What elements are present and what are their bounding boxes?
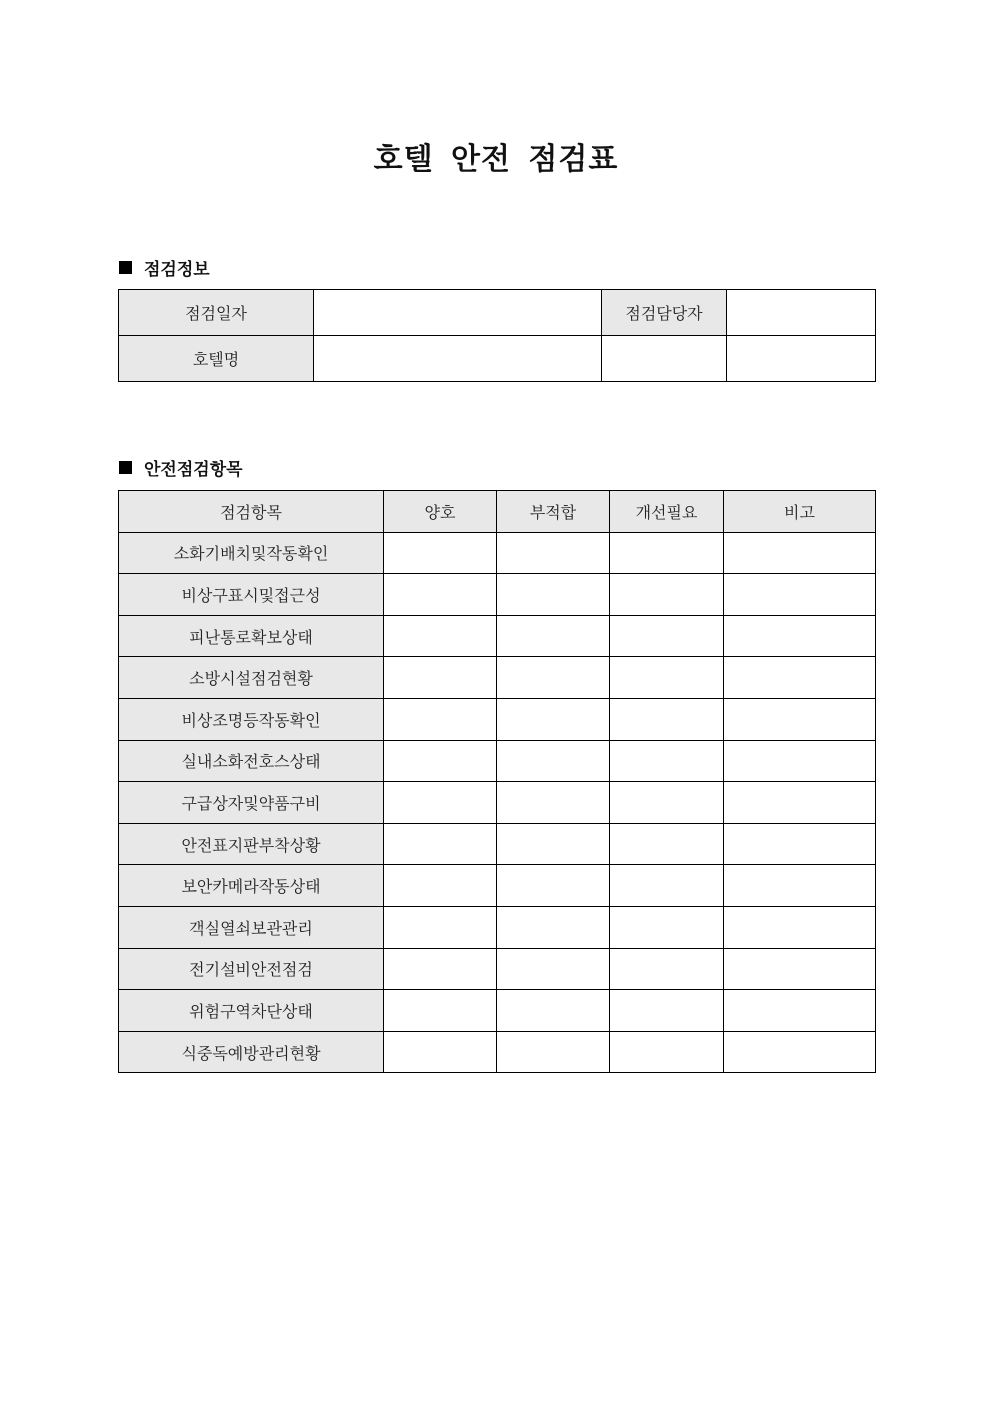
section-heading-label: 안전점검항목: [144, 460, 243, 480]
nonconforming-checkbox-cell[interactable]: [497, 740, 610, 782]
empty-cell[interactable]: [727, 336, 876, 382]
remarks-cell[interactable]: [724, 698, 876, 740]
table-header-row: [119, 491, 876, 533]
improvement-checkbox-cell[interactable]: [610, 948, 724, 990]
item-label-cell: 전기설비안전점검: [119, 948, 384, 990]
improvement-checkbox-cell[interactable]: [610, 740, 724, 782]
good-checkbox-cell[interactable]: [384, 740, 497, 782]
improvement-checkbox-cell[interactable]: [610, 698, 724, 740]
item-label-cell: 위험구역차단상태: [119, 990, 384, 1032]
good-checkbox-cell[interactable]: [384, 657, 497, 699]
improvement-checkbox-cell[interactable]: [610, 865, 724, 907]
good-checkbox-cell[interactable]: [384, 990, 497, 1032]
improvement-checkbox-cell[interactable]: [610, 782, 724, 824]
good-checkbox-cell[interactable]: [384, 532, 497, 574]
section-heading-items: [119, 455, 243, 480]
remarks-cell[interactable]: [724, 865, 876, 907]
nonconforming-checkbox-cell[interactable]: [497, 615, 610, 657]
remarks-cell[interactable]: [724, 740, 876, 782]
item-label-cell: 보안카메라작동상태: [119, 865, 384, 907]
remarks-cell[interactable]: [724, 823, 876, 865]
nonconforming-checkbox-cell[interactable]: [497, 657, 610, 699]
good-checkbox-cell[interactable]: [384, 574, 497, 616]
square-bullet-icon: [119, 461, 132, 474]
good-checkbox-cell[interactable]: [384, 823, 497, 865]
remarks-cell[interactable]: [724, 906, 876, 948]
table-row: [119, 532, 876, 574]
item-label-cell: 소방시설점검현황: [119, 657, 384, 699]
item-label-cell: 안전표지판부착상황: [119, 823, 384, 865]
column-header: 비고: [724, 491, 876, 533]
empty-cell[interactable]: [602, 336, 727, 382]
nonconforming-checkbox-cell[interactable]: [497, 823, 610, 865]
table-row: [119, 290, 876, 336]
good-checkbox-cell[interactable]: [384, 698, 497, 740]
table-row: [119, 990, 876, 1032]
table-row: [119, 698, 876, 740]
inspector-field[interactable]: [727, 290, 876, 336]
nonconforming-checkbox-cell[interactable]: [497, 532, 610, 574]
item-label-cell: 식중독예방관리현황: [119, 1031, 384, 1073]
improvement-checkbox-cell[interactable]: [610, 1031, 724, 1073]
remarks-cell[interactable]: [724, 574, 876, 616]
table-row: [119, 657, 876, 699]
section-heading-info: [119, 255, 210, 280]
table-row: [119, 948, 876, 990]
nonconforming-checkbox-cell[interactable]: [497, 698, 610, 740]
improvement-checkbox-cell[interactable]: [610, 823, 724, 865]
inspection-info-table: [118, 289, 876, 382]
item-label-cell: 비상조명등작동확인: [119, 698, 384, 740]
column-header: 점검항목: [119, 491, 384, 533]
remarks-cell[interactable]: [724, 782, 876, 824]
table-row: [119, 782, 876, 824]
item-label-cell: 피난통로확보상태: [119, 615, 384, 657]
safety-checklist-table: [118, 490, 876, 1073]
nonconforming-checkbox-cell[interactable]: [497, 782, 610, 824]
table-row: [119, 740, 876, 782]
table-row: [119, 1031, 876, 1073]
column-header: 부적합: [497, 491, 610, 533]
remarks-cell[interactable]: [724, 532, 876, 574]
column-header: 개선필요: [610, 491, 724, 533]
table-row: [119, 615, 876, 657]
item-label-cell: 소화기배치및작동확인: [119, 532, 384, 574]
nonconforming-checkbox-cell[interactable]: [497, 574, 610, 616]
section-heading-label: 점검정보: [144, 260, 210, 280]
good-checkbox-cell[interactable]: [384, 1031, 497, 1073]
improvement-checkbox-cell[interactable]: [610, 574, 724, 616]
nonconforming-checkbox-cell[interactable]: [497, 906, 610, 948]
improvement-checkbox-cell[interactable]: [610, 990, 724, 1032]
remarks-cell[interactable]: [724, 948, 876, 990]
improvement-checkbox-cell[interactable]: [610, 532, 724, 574]
nonconforming-checkbox-cell[interactable]: [497, 948, 610, 990]
label-cell: 호텔명: [119, 336, 314, 382]
good-checkbox-cell[interactable]: [384, 782, 497, 824]
item-label-cell: 구급상자및약품구비: [119, 782, 384, 824]
improvement-checkbox-cell[interactable]: [610, 657, 724, 699]
table-row: [119, 336, 876, 382]
page-title: 호텔 안전 점검표: [373, 142, 619, 177]
item-label-cell: 객실열쇠보관관리: [119, 906, 384, 948]
good-checkbox-cell[interactable]: [384, 615, 497, 657]
remarks-cell[interactable]: [724, 657, 876, 699]
table-row: [119, 574, 876, 616]
table-row: [119, 823, 876, 865]
good-checkbox-cell[interactable]: [384, 865, 497, 907]
nonconforming-checkbox-cell[interactable]: [497, 990, 610, 1032]
table-row: [119, 865, 876, 907]
hotel-name-field[interactable]: [314, 336, 602, 382]
label-cell: 점검일자: [119, 290, 314, 336]
improvement-checkbox-cell[interactable]: [610, 615, 724, 657]
nonconforming-checkbox-cell[interactable]: [497, 1031, 610, 1073]
square-bullet-icon: [119, 261, 132, 274]
nonconforming-checkbox-cell[interactable]: [497, 865, 610, 907]
column-header: 양호: [384, 491, 497, 533]
table-row: [119, 906, 876, 948]
label-cell: 점검담당자: [602, 290, 727, 336]
good-checkbox-cell[interactable]: [384, 948, 497, 990]
remarks-cell[interactable]: [724, 615, 876, 657]
inspection-date-field[interactable]: [314, 290, 602, 336]
remarks-cell[interactable]: [724, 990, 876, 1032]
remarks-cell[interactable]: [724, 1031, 876, 1073]
item-label-cell: 실내소화전호스상태: [119, 740, 384, 782]
good-checkbox-cell[interactable]: [384, 906, 497, 948]
improvement-checkbox-cell[interactable]: [610, 906, 724, 948]
item-label-cell: 비상구표시및접근성: [119, 574, 384, 616]
